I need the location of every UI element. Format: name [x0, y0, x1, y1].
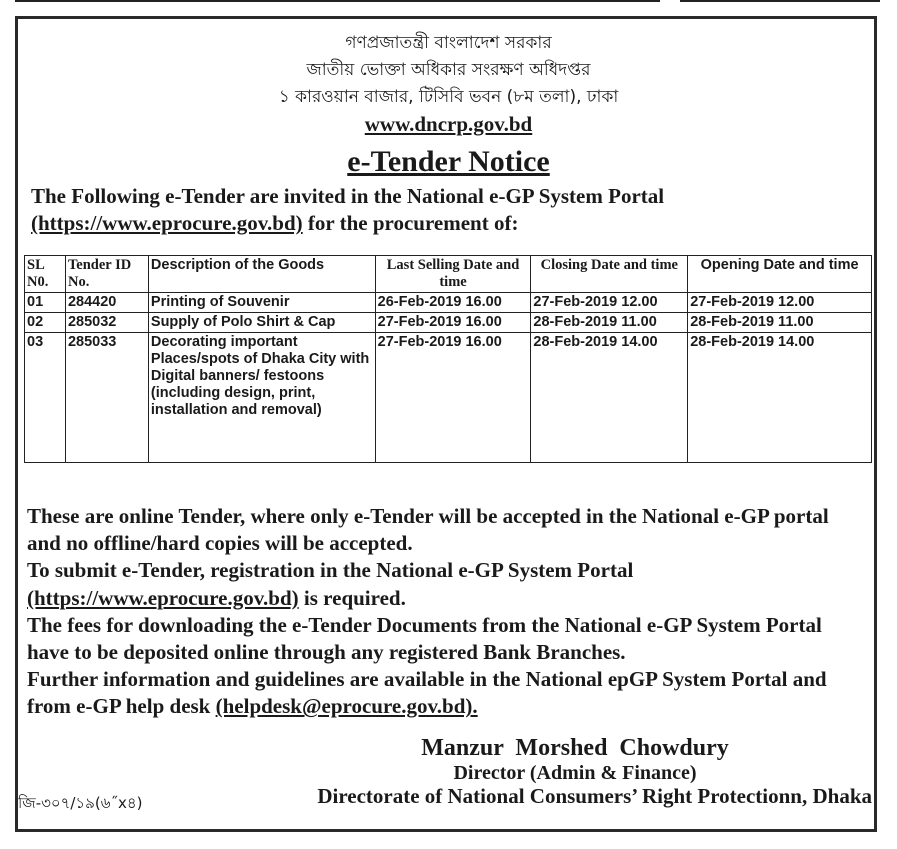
signature-block	[300, 735, 850, 785]
cell-last-selling: 26-Feb-2019 16.00	[375, 293, 531, 313]
col-header-last-selling: Last Selling Date and time	[375, 256, 531, 293]
tender-table	[24, 255, 872, 463]
terms-online-only: These are online Tender, where only e-Tender will be accepted in the National e-GP portal and no offline/hard copies will be accepted.	[27, 504, 829, 556]
eprocure-link[interactable]: (https://www.eprocure.gov.bd)	[31, 211, 303, 235]
cell-description: Supply of Polo Shirt & Cap	[148, 313, 375, 333]
col-header-description: Description of the Goods	[148, 256, 375, 293]
col-header-sl: SL N0.	[25, 256, 66, 293]
intro-paragraph	[31, 183, 861, 237]
signatory-department: Directorate of National Consumers’ Right Protectionn, Dhaka	[317, 784, 872, 808]
reference-number: জি-৩০৭/১৯(৬˝x৪)	[18, 794, 143, 812]
cell-sl: 01	[25, 293, 66, 313]
table-row	[25, 293, 872, 313]
cell-closing: 28-Feb-2019 14.00	[531, 333, 688, 463]
signatory-name: Manzur Morshed Chowdury	[421, 735, 729, 761]
cell-opening: 27-Feb-2019 12.00	[688, 293, 872, 313]
website-link[interactable]: www.dncrp.gov.bd	[364, 112, 533, 136]
col-header-closing: Closing Date and time	[531, 256, 688, 293]
eprocure-link-2[interactable]: (https://www.eprocure.gov.bd)	[27, 585, 299, 610]
table-row	[25, 333, 872, 463]
table-header-row	[25, 256, 872, 293]
cell-description: Printing of Souvenir	[148, 293, 375, 313]
terms-registration	[27, 557, 867, 611]
cell-tender-id: 285032	[65, 313, 148, 333]
terms-paragraphs	[27, 503, 867, 721]
cell-tender-id: 284420	[65, 293, 148, 313]
cell-opening: 28-Feb-2019 14.00	[688, 333, 872, 463]
cell-sl: 02	[25, 313, 66, 333]
cell-description: Decorating important Places/spots of Dhaka City with Digital banners/ festoons (including design, print, installation and removal)	[148, 333, 375, 463]
terms-fees: The fees for downloading the e-Tender Documents from the National e-GP System Portal have to be deposited online through any registered Bank Branches.	[27, 612, 822, 665]
header-website	[0, 112, 897, 137]
header-department: জাতীয় ভোক্তা অধিকার সংরক্ষণ অধিদপ্তর	[306, 60, 591, 80]
terms-helpdesk	[27, 666, 867, 720]
signatory-role: Director (Admin & Finance)	[453, 762, 697, 784]
top-rule-right	[680, 0, 880, 2]
registration-text-end: is required.	[298, 585, 406, 610]
cell-opening: 28-Feb-2019 11.00	[688, 313, 872, 333]
registration-text: To submit e-Tender, registration in the National e-GP System Portal	[27, 558, 634, 583]
cell-tender-id: 285033	[65, 333, 148, 463]
cell-last-selling: 27-Feb-2019 16.00	[375, 333, 531, 463]
cell-closing: 28-Feb-2019 11.00	[531, 313, 688, 333]
top-rule-left	[15, 0, 660, 2]
header-government: গণপ্রজাতন্ত্রী বাংলাদেশ সরকার	[345, 33, 552, 53]
cell-last-selling: 27-Feb-2019 16.00	[375, 313, 531, 333]
intro-text-end: for the procurement of:	[302, 211, 519, 235]
cell-sl: 03	[25, 333, 66, 463]
col-header-opening: Opening Date and time	[688, 256, 872, 293]
col-header-tender-id: Tender ID No.	[65, 256, 148, 293]
notice-title-text: e-Tender Notice	[347, 145, 550, 178]
notice-title	[0, 145, 897, 179]
table-row	[25, 313, 872, 333]
cell-closing: 27-Feb-2019 12.00	[531, 293, 688, 313]
helpdesk-email-link[interactable]: (helpdesk@eprocure.gov.bd).	[215, 694, 478, 719]
helpdesk-text: Further information and guidelines are available in the National epGP System Portal and from e-GP help desk	[27, 667, 827, 719]
intro-text: The Following e-Tender are invited in the National e-GP System Portal	[31, 184, 665, 208]
header-address: ১ কারওয়ান বাজার, টিসিবি ভবন (৮ম তলা), ঢাকা	[278, 87, 619, 107]
